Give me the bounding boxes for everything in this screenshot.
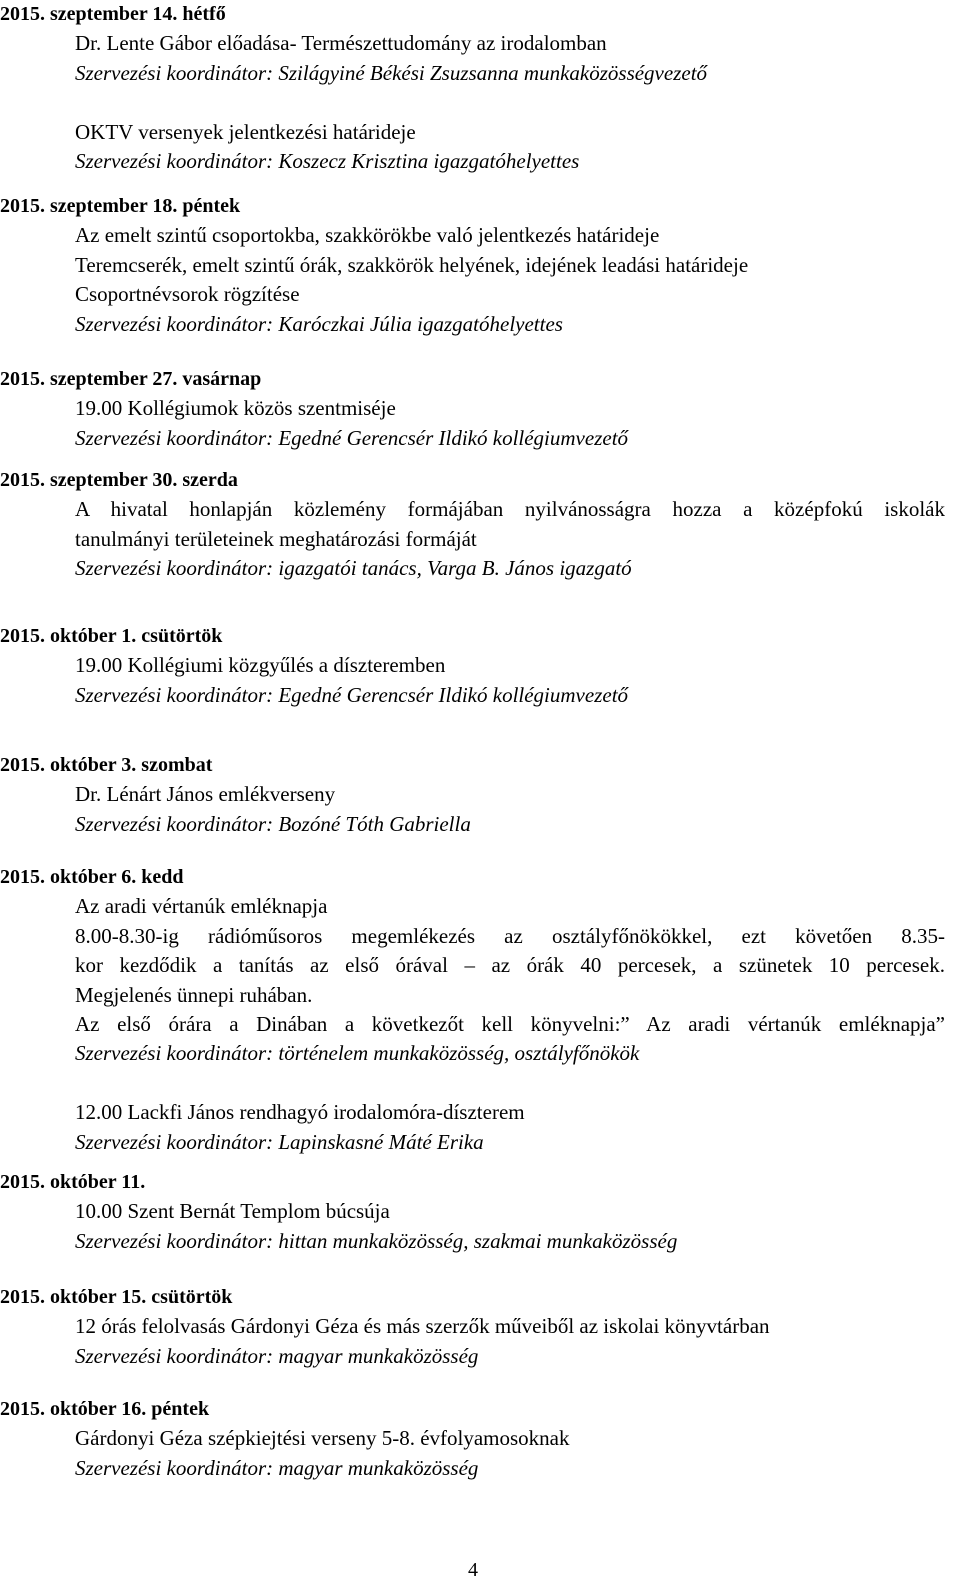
- event-coordinator: Szervezési koordinátor: Bozóné Tóth Gabriella: [75, 812, 471, 836]
- event-description: kor kezdődik a tanítás az első órával – az órák 40 percesek, a szünetek 10 percesek.: [75, 953, 945, 977]
- event-date: 2015. szeptember 30. szerda: [0, 469, 238, 491]
- event-coordinator: Szervezési koordinátor: Lapinskasné Máté Erika: [75, 1130, 484, 1154]
- event-description: Csoportnévsorok rögzítése: [75, 282, 300, 306]
- event-date: 2015. szeptember 27. vasárnap: [0, 368, 262, 390]
- event-description: Az emelt szintű csoportokba, szakkörökbe való jelentkezés határideje: [75, 223, 660, 247]
- event-description: 19.00 Kollégiumok közös szentmiséje: [75, 396, 396, 420]
- event-description: Az első órára a Dinában a következőt kell könyvelni:” Az aradi vértanúk emléknapja”: [75, 1012, 945, 1036]
- event-coordinator: Szervezési koordinátor: Koszecz Krisztina igazgatóhelyettes: [75, 149, 580, 173]
- event-description: Dr. Lente Gábor előadása- Természettudomány az irodalomban: [75, 31, 607, 55]
- event-description: 19.00 Kollégiumi közgyűlés a díszteremben: [75, 653, 446, 677]
- event-description: Megjelenés ünnepi ruhában.: [75, 983, 313, 1007]
- event-description: 12.00 Lackfi János rendhagyó irodalomóra-díszterem: [75, 1100, 525, 1124]
- event-coordinator: Szervezési koordinátor: Egedné Gerencsér Ildikó kollégiumvezető: [75, 426, 629, 450]
- event-coordinator: Szervezési koordinátor: magyar munkaközösség: [75, 1456, 479, 1480]
- event-date: 2015. október 15. csütörtök: [0, 1286, 233, 1308]
- event-date: 2015. szeptember 18. péntek: [0, 195, 241, 217]
- event-date: 2015. október 3. szombat: [0, 754, 213, 776]
- event-description: Az aradi vértanúk emléknapja: [75, 894, 328, 918]
- event-coordinator: Szervezési koordinátor: Karóczkai Júlia igazgatóhelyettes: [75, 312, 563, 336]
- event-coordinator: Szervezési koordinátor: hittan munkaközösség, szakmai munkaközösség: [75, 1229, 678, 1253]
- event-description: Dr. Lénárt János emlékverseny: [75, 782, 336, 806]
- event-description: Teremcserék, emelt szintű órák, szakkörök helyének, idejének leadási határideje: [75, 253, 749, 277]
- event-date: 2015. október 16. péntek: [0, 1398, 210, 1420]
- event-coordinator: Szervezési koordinátor: Szilágyiné Békési Zsuzsanna munkaközösségvezető: [75, 61, 708, 85]
- event-date: 2015. október 6. kedd: [0, 866, 184, 888]
- event-description: 10.00 Szent Bernát Templom búcsúja: [75, 1199, 390, 1223]
- event-coordinator: Szervezési koordinátor: történelem munkaközösség, osztályfőnökök: [75, 1041, 640, 1065]
- event-date: 2015. október 11.: [0, 1171, 146, 1193]
- event-date: 2015. szeptember 14. hétfő: [0, 3, 226, 25]
- event-description: Gárdonyi Géza szépkiejtési verseny 5-8. évfolyamosoknak: [75, 1426, 570, 1450]
- event-description: tanulmányi területeinek meghatározási formáját: [75, 527, 477, 551]
- event-description: A hivatal honlapján közlemény formájában nyilvánosságra hozza a középfokú iskolák: [75, 497, 945, 521]
- page-number: 4: [468, 1559, 478, 1581]
- event-coordinator: Szervezési koordinátor: igazgatói tanács, Varga B. János igazgató: [75, 556, 632, 580]
- event-date: 2015. október 1. csütörtök: [0, 625, 223, 647]
- event-coordinator: Szervezési koordinátor: magyar munkaközösség: [75, 1344, 479, 1368]
- event-description: OKTV versenyek jelentkezési határideje: [75, 120, 416, 144]
- event-description: 8.00-8.30-ig rádióműsoros megemlékezés az osztályfőnökökkel, ezt követően 8.35-: [75, 924, 945, 948]
- event-description: 12 órás felolvasás Gárdonyi Géza és más szerzők műveiből az iskolai könyvtárban: [75, 1314, 770, 1338]
- event-coordinator: Szervezési koordinátor: Egedné Gerencsér Ildikó kollégiumvezető: [75, 683, 629, 707]
